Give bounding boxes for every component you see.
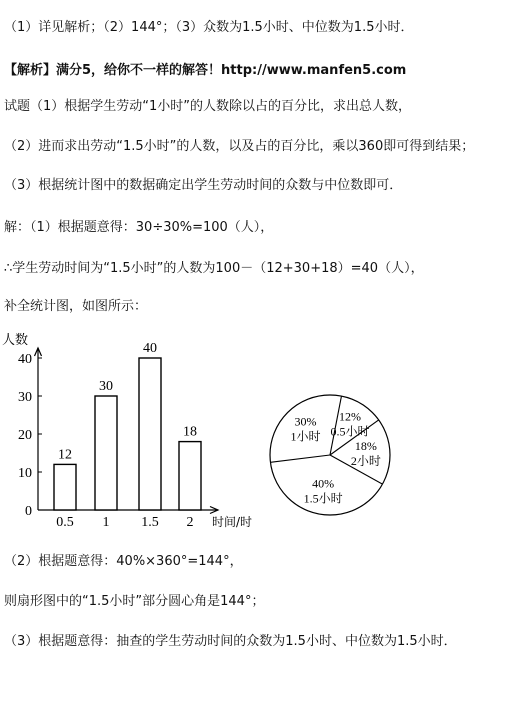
pie-chart [265, 390, 395, 520]
pie-slice-label: 1小时 [290, 429, 321, 444]
bar-data-label: 40 [143, 341, 157, 356]
pie-slice-label: 2小时 [350, 453, 381, 468]
bar-chart [0, 330, 280, 540]
analysis-line-2: （2）进而求出劳动“1.5小时”的人数，以及占的百分比，乘以360即可得到结果； [4, 139, 475, 154]
bar-data-label: 30 [99, 379, 113, 394]
bar-data-label: 12 [58, 447, 72, 463]
x-tick-label: 1.5 [141, 515, 159, 530]
y-tick-label: 30 [18, 390, 32, 405]
solution-line-5: 则扇形图中的“1.5小时”部分圆心角是144°； [4, 594, 265, 609]
analysis-line-3: （3）根据统计图中的数据确定出学生劳动时间的众数与中位数即可． [4, 178, 403, 193]
pie-percent-label: 30% [294, 414, 317, 429]
solution-line-1: 解：（1）根据题意得：30÷30%=100（人）， [4, 220, 274, 235]
pie-slice-label: 1.5小时 [303, 491, 343, 506]
solution-line-2: ∴学生劳动时间为“1.5小时”的人数为100－（12+30+18）=40（人）， [4, 261, 424, 276]
solution-line-4: （2）根据题意得：40%×360°=144°， [4, 554, 243, 569]
x-tick-label: 1 [102, 515, 110, 530]
analysis-header-line: 【解析】满分5，给你不一样的解答！http://www.manfen5.com [4, 63, 407, 78]
solution-line-6: （3）根据题意得：抽查的学生劳动时间的众数为1.5小时、中位数为1.5小时． [4, 634, 457, 649]
y-tick-label: 20 [18, 428, 32, 443]
bar-2 [179, 442, 201, 510]
x-tick-label: 2 [186, 515, 194, 530]
solution-line-3: 补全统计图，如图所示： [4, 299, 148, 314]
answer-line: （1）详见解析；（2）144°；（3）众数为1.5小时、中位数为1.5小时． [4, 20, 414, 35]
pie-percent-label: 40% [312, 476, 335, 491]
bar-data-label: 18 [183, 424, 197, 440]
pie-percent-label: 12% [339, 409, 362, 424]
bar-1.5 [139, 358, 161, 510]
bar-1 [95, 396, 117, 510]
y-tick-label: 10 [18, 466, 32, 481]
y-tick-label: 40 [18, 352, 32, 367]
y-tick-label: 0 [25, 504, 32, 519]
pie-percent-label: 18% [354, 438, 377, 453]
x-tick-label: 0.5 [56, 515, 74, 530]
y-axis-title: 人数 [2, 333, 29, 348]
analysis-line-1: 试题（1）根据学生劳动“1小时”的人数除以占的百分比，求出总人数， [4, 99, 412, 114]
x-axis-title: 时间/时 [212, 515, 253, 529]
pie-slice-label: 0.5小时 [330, 424, 370, 439]
bar-0.5 [54, 464, 76, 510]
